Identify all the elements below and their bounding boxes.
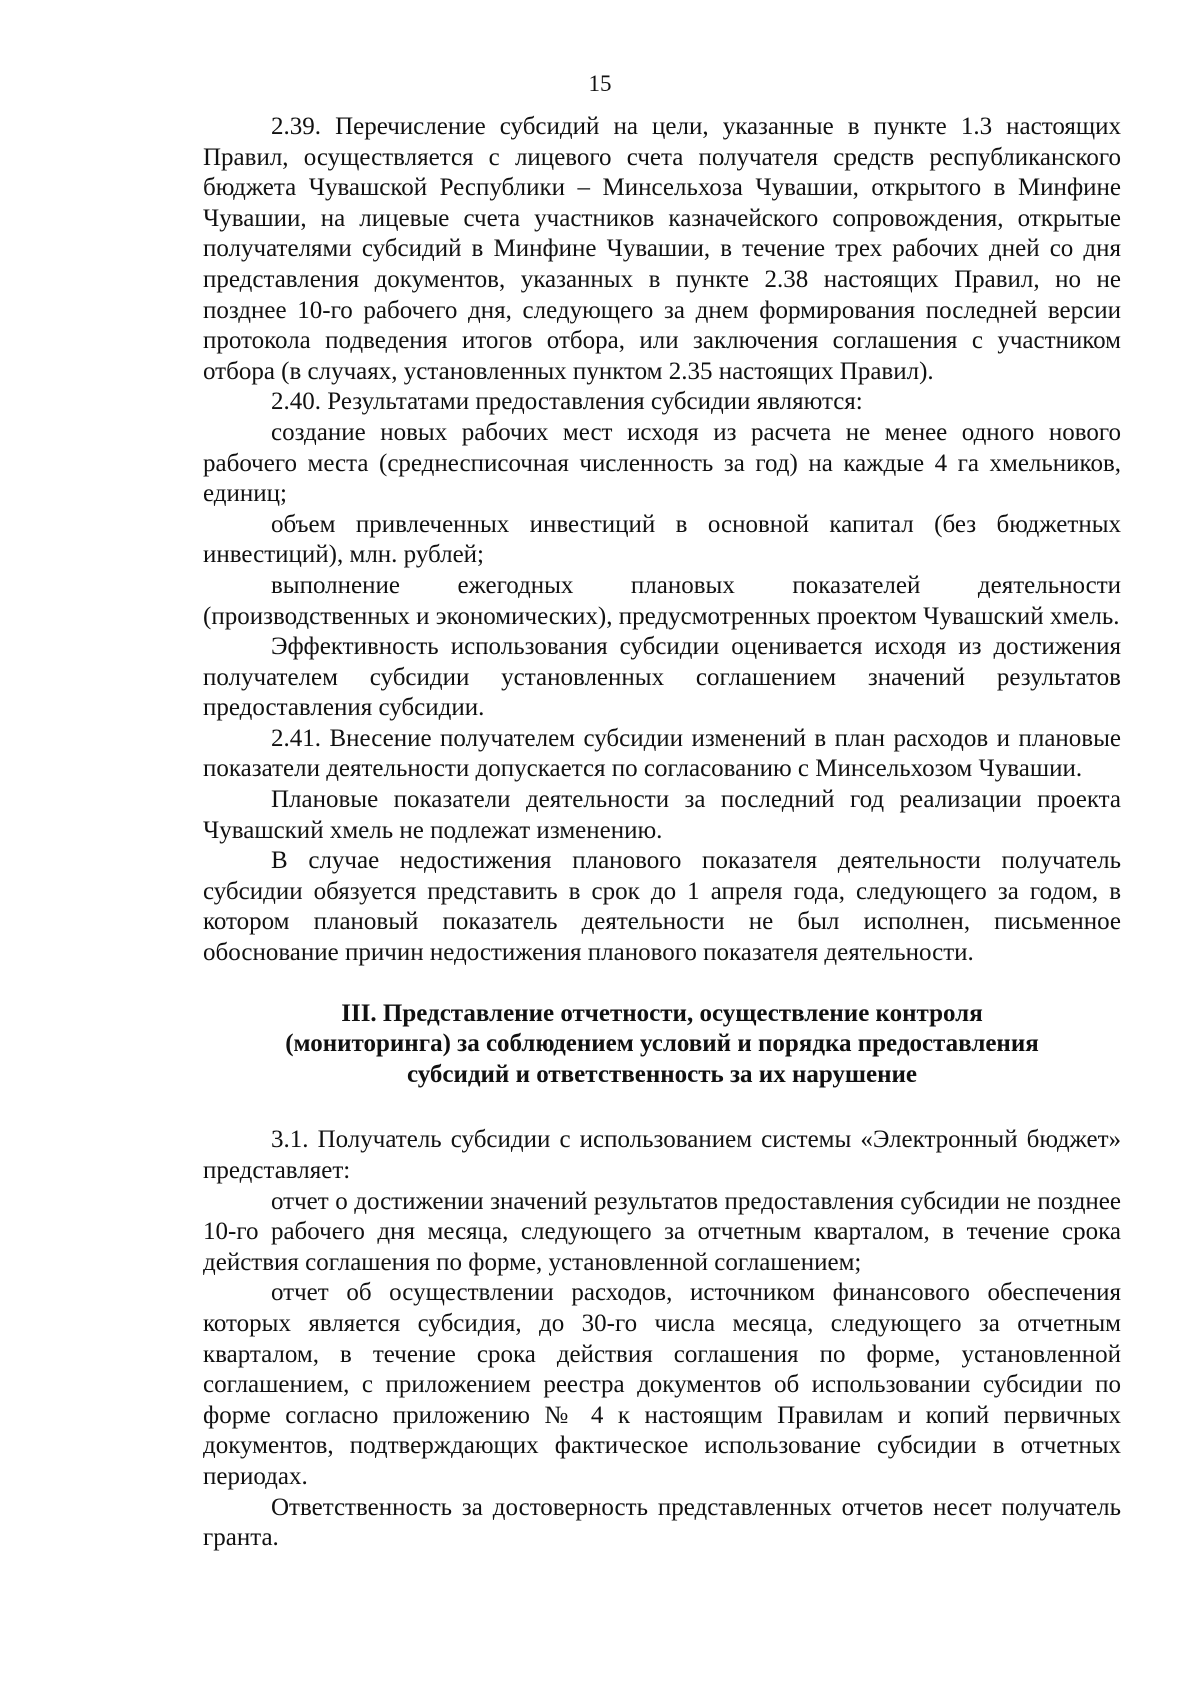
paragraph-responsibility: Ответственность за достоверность представленных отчетов несет получатель гранта. (203, 1493, 1121, 1552)
report-item-expenses: отчет об осуществлении расходов, источником финансового обеспечения которых является субсидия, до 30-го числа месяца, следующего за отчетным кварталом, в течение срока действия соглашения по форме, установленной соглашением, с приложением реестра документов об использовании субсидии по форме согласно приложению № 4 к настоящим Правилам и копий первичных документов, подтверждающих фактическое использование субсидии в отчетных периодах. (203, 1279, 1121, 1490)
paragraph-planned-indicators: Плановые показатели деятельности за последний год реализации проекта Чувашский хмель не подлежат изменению. (203, 786, 1121, 844)
document-body (203, 112, 1121, 1554)
result-item-indicators: выполнение ежегодных плановых показателей деятельности (производственных и экономических), предусмотренных проектом Чувашский хмель. (203, 571, 1121, 630)
section-heading-line: (мониторинга) за соблюдением условий и порядка предоставления (285, 1030, 1039, 1058)
paragraph-efficiency: Эффективность использования субсидии оценивается исходя из достижения получателем субсидии установленных соглашением значений результатов предоставления субсидии. (203, 633, 1121, 722)
paragraph-non-achievement: В случае недостижения планового показателя деятельности получатель субсидии обязуется представить в срок до 1 апреля года, следующего за годом, в котором плановый показатель деятельности не был исполнен, письменное обоснование причин недостижения планового показателя деятельности. (203, 847, 1121, 967)
paragraph-3-1: 3.1. Получатель субсидии с использованием системы «Электронный бюджет» представляет: (203, 1126, 1121, 1184)
report-item-results: отчет о достижении значений результатов предоставления субсидии не позднее 10-го рабочего дня месяца, следующего за отчетным кварталом, в течение срока действия соглашения по форме, установленной соглашением; (203, 1187, 1121, 1276)
page-number: 15 (588, 71, 612, 96)
section-heading (203, 999, 1121, 1091)
section-heading-line: субсидий и ответственность за их нарушение (406, 1060, 918, 1088)
result-item-investments: объем привлеченных инвестиций в основной капитал (без бюджетных инвестиций), млн. рублей; (203, 510, 1121, 569)
paragraph-2-40: 2.40. Результатами предоставления субсидии являются: (271, 388, 863, 416)
result-item-jobs: создание новых рабочих мест исходя из расчета не менее одного нового рабочего места (среднесписочная численность за год) на каждые 4 га хмельников, единиц; (203, 418, 1121, 508)
paragraph-2-39: 2.39. Перечисление субсидий на цели, указанные в пункте 1.3 настоящих Правил, осуществляется с лицевого счета получателя средств республиканского бюджета Чувашской Республики – Минсельхоза Чувашии, открытого в Минфине Чувашии, на лицевые счета участников казначейского сопровождения, открытые получателями субсидий в Минфине Чувашии, в течение трех рабочих дней со дня представления документов, указанных в пункте 2.38 настоящих Правил, но не позднее 10-го рабочего дня, следующего за днем формирования последней версии протокола подведения итогов отбора, или заключения соглашения с участником отбора (в случаях, установленных пунктом 2.35 настоящих Правил). (203, 113, 1121, 385)
section-heading-line: III. Представление отчетности, осуществление контроля (341, 999, 983, 1027)
paragraph-2-41: 2.41. Внесение получателем субсидии изменений в план расходов и плановые показатели деятельности допускается по согласованию с Минсельхозом Чувашии. (203, 724, 1121, 783)
